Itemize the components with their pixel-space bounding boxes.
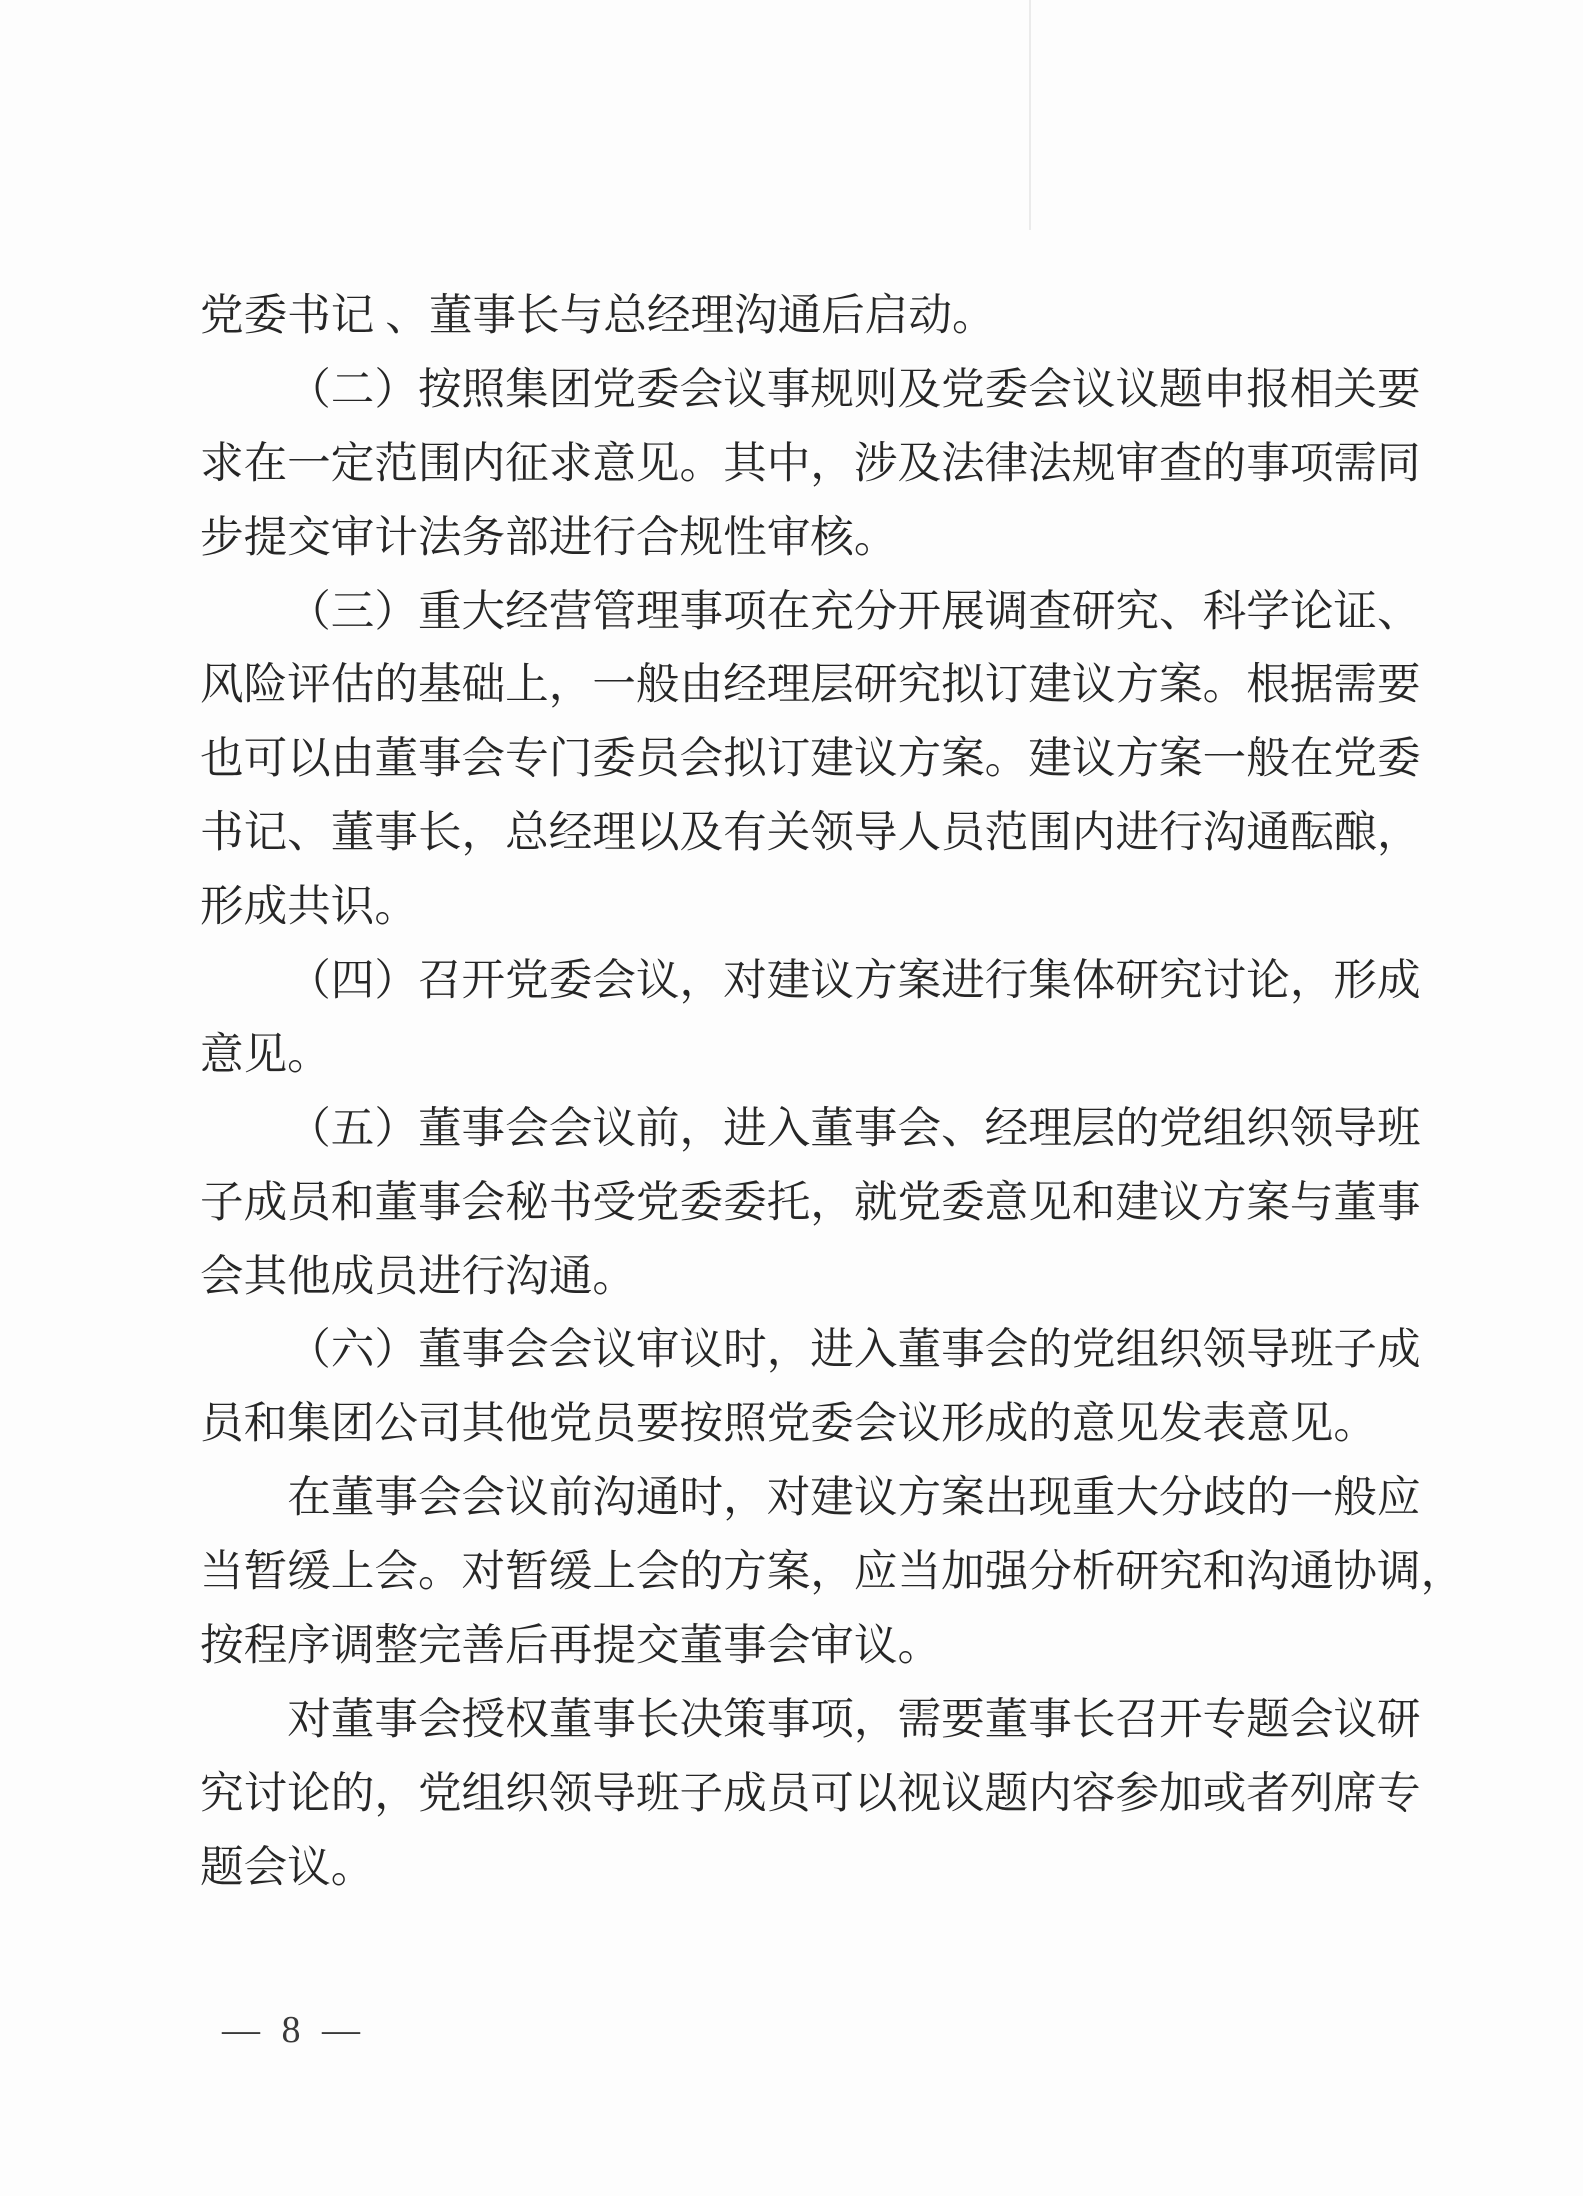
text-line: 当暂缓上会。对暂缓上会的方案，应当加强分析研究和沟通协调， [200,1548,1465,1597]
text-line: 子成员和董事会秘书受党委委托，就党委意见和建议方案与董事 [200,1178,1421,1227]
text-line: （三）重大经营管理事项在充分开展调查研究、科学论证、 [287,587,1421,636]
text-line: 对董事会授权董事长决策事项，需要董事长召开专题会议研 [287,1695,1421,1744]
text-line: 题会议。 [200,1843,375,1892]
text-line: 会其他成员进行沟通。 [200,1252,636,1301]
text-line: 风险评估的基础上，一般由经理层研究拟订建议方案。根据需要 [200,661,1421,710]
text-line: 形成共识。 [200,883,418,932]
text-line: 究讨论的，党组织领导班子成员可以视议题内容参加或者列席专 [200,1769,1421,1818]
text-line: 求在一定范围内征求意见。其中，涉及法律法规审查的事项需同 [200,439,1421,488]
scan-artifact-line [1029,0,1031,230]
text-line: 也可以由董事会专门委员会拟订建议方案。建议方案一般在党委 [200,735,1421,784]
text-line: （五）董事会会议前，进入董事会、经理层的党组织领导班 [287,1104,1421,1153]
text-line: （六）董事会会议审议时，进入董事会的党组织领导班子成 [287,1326,1421,1375]
text-line: 意见。 [200,1030,331,1079]
text-line: （四）召开党委会议，对建议方案进行集体研究讨论，形成 [287,957,1421,1006]
text-line: 党委书记 、董事长与总经理沟通后启动。 [200,292,996,340]
text-line: 书记、董事长，总经理以及有关领导人员范围内进行沟通酝酿， [200,809,1421,858]
page-number: — 8 — [222,2009,366,2051]
text-line: （二）按照集团党委会议事规则及党委会议议题申报相关要 [287,365,1421,414]
text-line: 在董事会会议前沟通时，对建议方案出现重大分歧的一般应 [287,1474,1421,1523]
text-line: 步提交审计法务部进行合规性审核。 [200,513,898,562]
text-line: 按程序调整完善后再提交董事会审议。 [200,1622,942,1671]
document-body [200,280,1480,1906]
text-line: 员和集团公司其他党员要按照党委会议形成的意见发表意见。 [200,1400,1378,1449]
